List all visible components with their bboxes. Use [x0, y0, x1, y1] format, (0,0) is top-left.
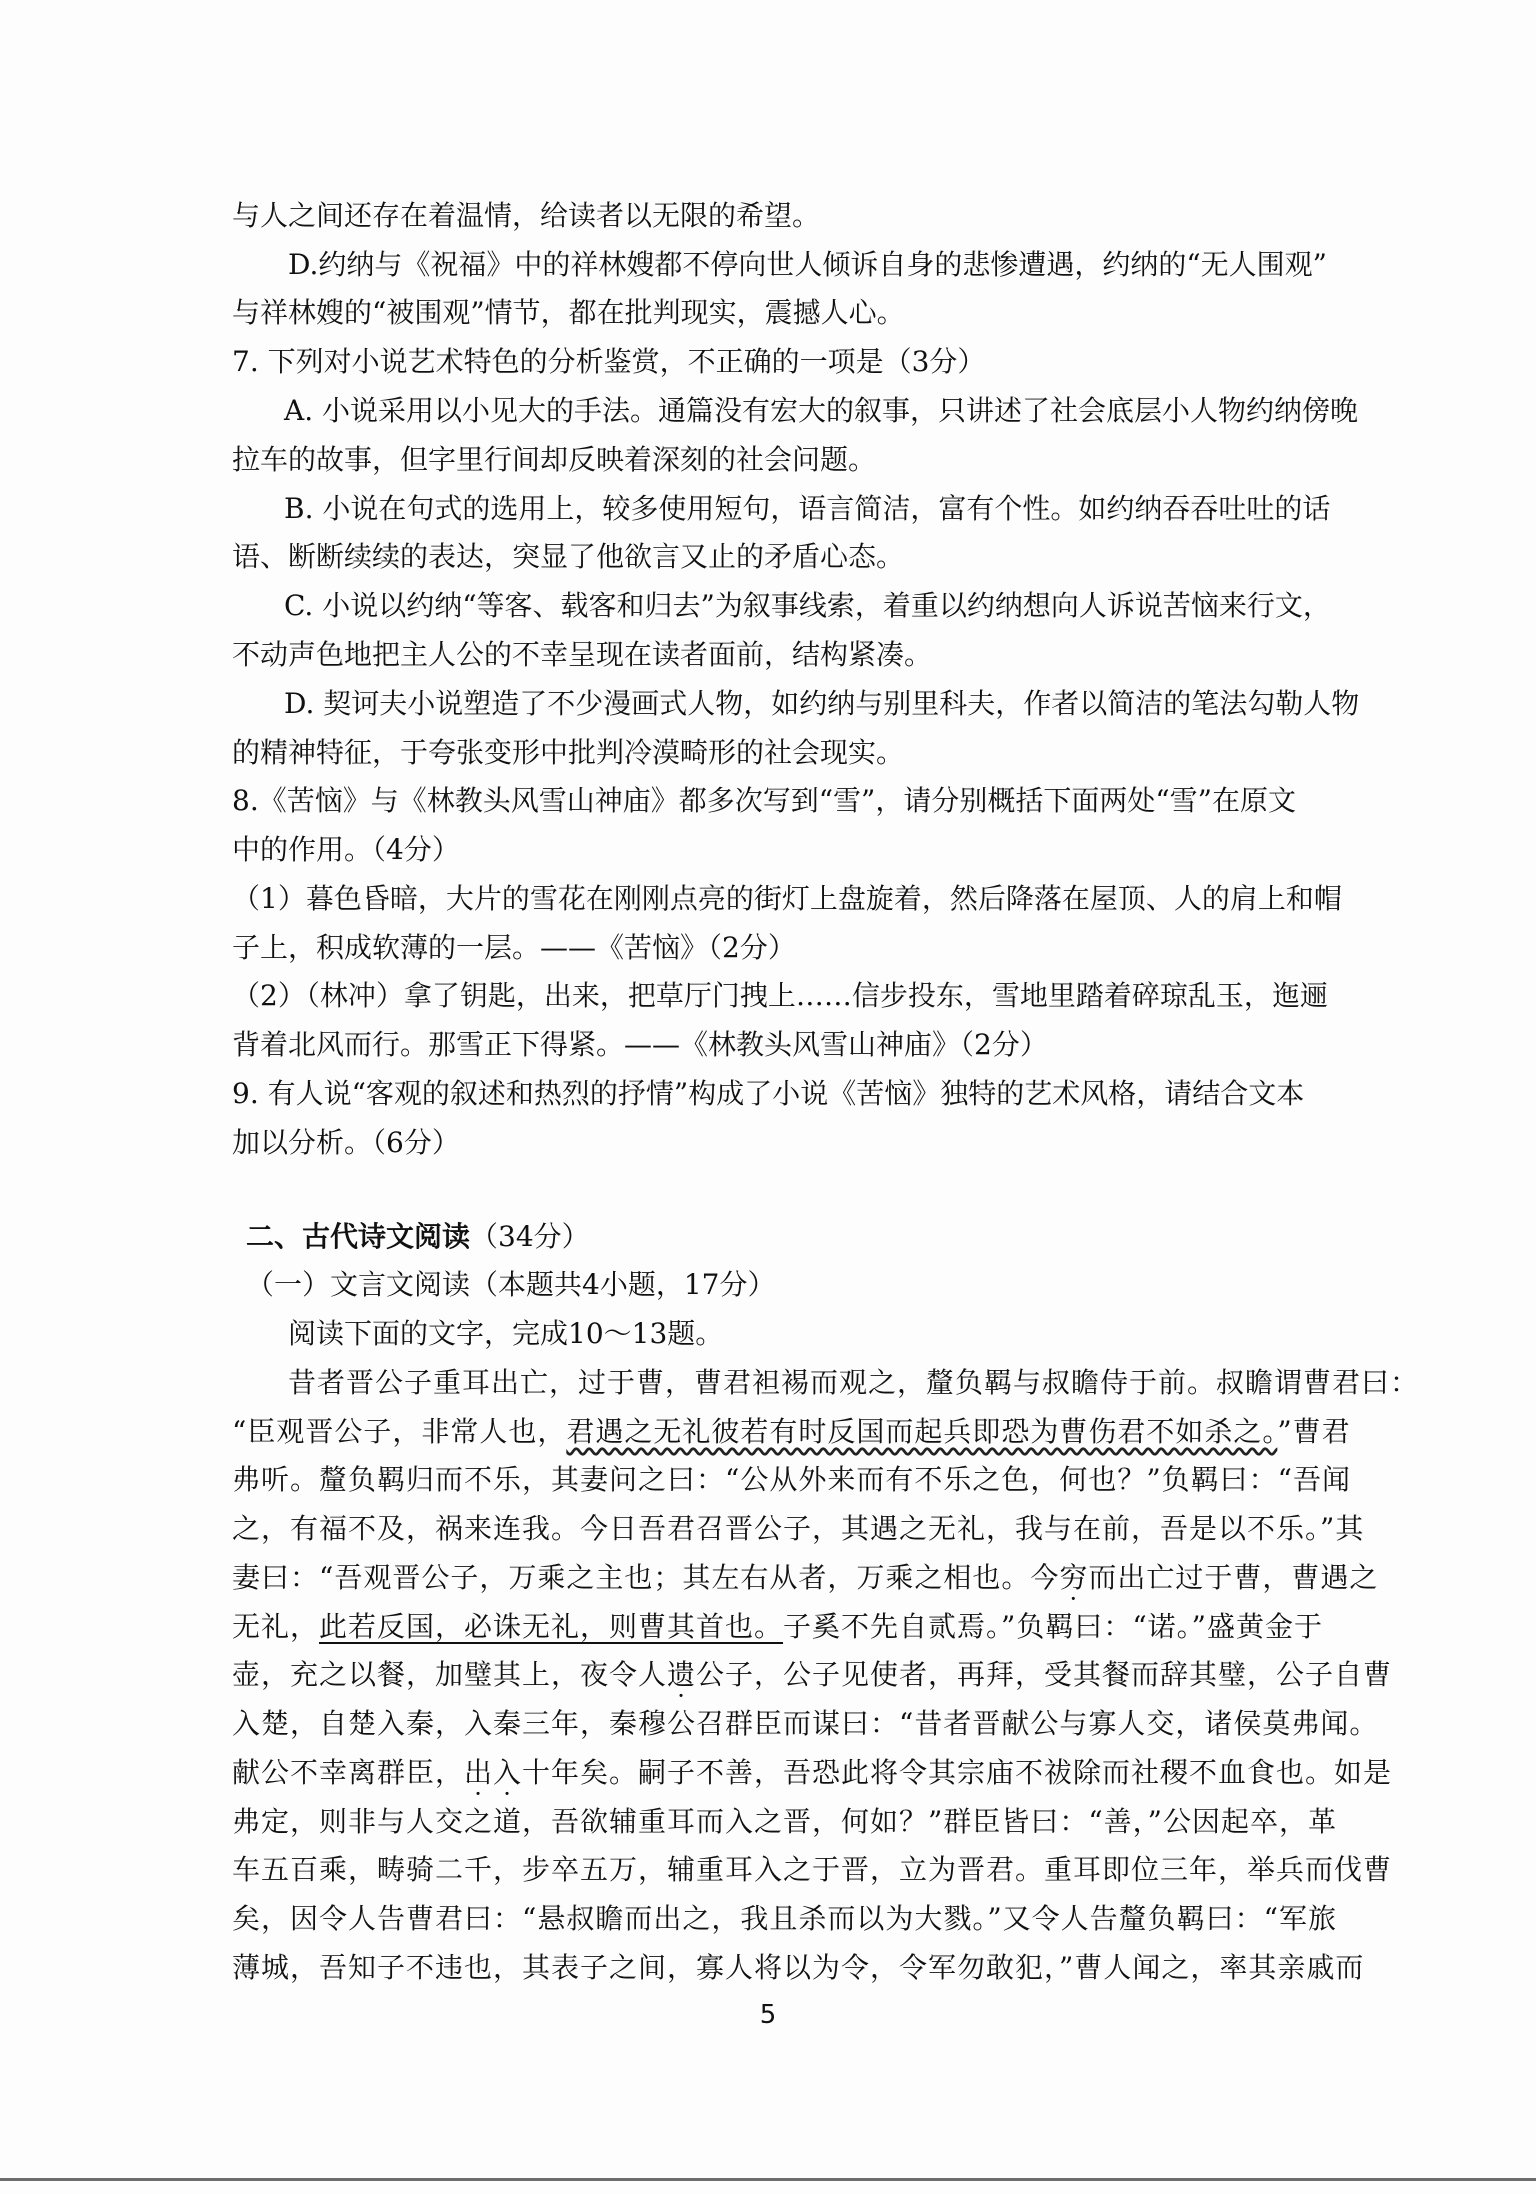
passage-line: 弗定，则非与人交之道，吾欲辅重耳而入之晋，何如？”群臣皆曰：“善，”公因起卒，革 [232, 1805, 1337, 1838]
section-title: 二、古代诗文阅读 [246, 1220, 471, 1253]
passage-text: “臣观晋公子，非常人也， [232, 1415, 567, 1448]
text-line: 的精神特征，于夸张变形中批判冷漠畸形的社会现实。 [232, 736, 905, 769]
option-a-line: A. 小说采用以小见大的手法。通篇没有宏大的叙事，只讲述了社会底层小人物约纳傍晚 [284, 394, 1359, 427]
section-score: （34分） [470, 1220, 590, 1253]
question-9: 9. 有人说“客观的叙述和热烈的抒情”构成了小说《苦恼》独特的艺术风格，请结合文本 [232, 1077, 1305, 1110]
passage-line: 薄城，吾知子不违也，其表子之间，寡人将以为令，令军勿敢犯，”曹人闻之，率其亲戚而 [232, 1951, 1365, 1984]
passage-line [232, 1607, 1322, 1647]
section-heading [246, 1217, 1336, 1257]
passage-text: 公子，公子见使者，再拜，受其餐而辞其璧，公子自曹 [696, 1658, 1393, 1691]
passage-text: 妻曰：“吾观晋公子，万乘之主也；其左右从者，万乘之相也。今 [232, 1561, 1060, 1594]
text-line: 与人之间还存在着温情，给读者以无限的希望。 [232, 199, 821, 232]
text-line: 与祥林嫂的“被围观”情节，都在批判现实，震撼人心。 [232, 296, 905, 329]
passage-text: 壶，充之以餐，加璧其上，夜令人 [232, 1658, 668, 1691]
quote-1-line: （1）暮色昏暗，大片的雪花在刚刚点亮的街灯上盘旋着，然后降落在屋顶、人的肩上和帽 [232, 882, 1342, 915]
passage-line [232, 1655, 1393, 1695]
dotted-word: 穷 [1059, 1561, 1089, 1594]
passage-line [232, 1753, 1393, 1793]
dotted-word: 入 [493, 1756, 523, 1789]
passage-text: ”曹君 [1277, 1415, 1351, 1448]
subsection-heading: （一）文言文阅读（本题共4小题，17分） [246, 1268, 776, 1301]
text-line: 拉车的故事，但字里行间却反映着深刻的社会问题。 [232, 443, 877, 476]
text-line: 语、断断续续的表达，突显了他欲言又止的矛盾心态。 [232, 540, 905, 573]
option-b-line: B. 小说在句式的选用上，较多使用短句，语言简洁，富有个性。如约纳吞吞吐吐的话 [284, 492, 1331, 525]
option-d-line: D.约纳与《祝福》中的祥林嫂都不停向世人倾诉自身的悲惨遭遇，约纳的“无人围观” [288, 248, 1327, 281]
passage-line: 车五百乘，畴骑二千，步卒五万，辅重耳入之于晋，立为晋君。重耳即位三年，举兵而伐曹 [232, 1853, 1393, 1886]
underlined-sentence: 此若反国，必诛无礼，则曹其首也。 [319, 1610, 784, 1643]
dotted-word: 出 [464, 1756, 494, 1789]
text-line: 中的作用。（4分） [232, 833, 460, 866]
bottom-divider [0, 2178, 1536, 2181]
dotted-word: 遗 [667, 1658, 697, 1691]
passage-line [232, 1558, 1379, 1598]
option-c-line: C. 小说以约纳“等客、载客和归去”为叙事线索，着重以约纳想向人诉说苦恼来行文， [284, 589, 1331, 622]
passage-text: 而出亡过于曹，曹遇之 [1088, 1561, 1379, 1594]
passage-line: 弗听。釐负羁归而不乐，其妻问之曰：“公从外来而有不乐之色，何也？”负羁曰：“吾闻 [232, 1463, 1351, 1496]
passage-line: 之，有福不及，祸来连我。今日吾君召晋公子，其遇之无礼，我与在前，吾是以不乐。”其 [232, 1512, 1365, 1545]
question-8: 8.《苦恼》与《林教头风雪山神庙》都多次写到“雪”，请分别概括下面两处“雪”在原文 [232, 784, 1296, 817]
passage-line: 入楚，自楚入秦，入秦三年，秦穆公召群臣而谋曰：“昔者晋献公与寡人交，诸侯莫弗闻。 [232, 1707, 1379, 1740]
passage-line: 昔者晋公子重耳出亡，过于曹，曹君袒裼而观之，釐负羁与叔瞻侍于前。叔瞻谓曹君曰： [288, 1366, 1420, 1399]
text-line: 加以分析。（6分） [232, 1126, 460, 1159]
passage-text: 献公不幸离群臣， [232, 1756, 465, 1789]
passage-text: 无礼， [232, 1610, 320, 1643]
wavy-underlined-sentence: 君遇之无礼彼若有时反国而起兵即恐为曹伤君不如杀之。 [566, 1415, 1278, 1448]
text-line: 背着北风而行。那雪正下得紧。——《林教头风雪山神庙》（2分） [232, 1028, 1048, 1061]
passage-line: 矣，因令人告曹君曰：“悬叔瞻而出之，我且杀而以为大戮。”又令人告釐负羁曰：“军旅 [232, 1902, 1337, 1935]
instruction: 阅读下面的文字，完成10～13题。 [288, 1317, 724, 1350]
text-line: 不动声色地把主人公的不幸呈现在读者面前，结构紧凑。 [232, 638, 933, 671]
passage-text: 十年矣。嗣子不善，吾恐此将令其宗庙不祓除而社稷不血食也。如是 [522, 1756, 1393, 1789]
passage-line [232, 1412, 1351, 1452]
question-7: 7. 下列对小说艺术特色的分析鉴赏，不正确的一项是（3分） [232, 345, 986, 378]
quote-2-line: （2）（林冲）拿了钥匙，出来，把草厅门拽上……信步投东，雪地里踏着碎琼乱玉，迤逦 [232, 979, 1328, 1012]
passage-text: 子奚不先自贰焉。”负羁曰：“诺。”盛黄金于 [783, 1610, 1323, 1643]
option-d-line: D. 契诃夫小说塑造了不少漫画式人物，如约纳与别里科夫，作者以简洁的笔法勾勒人物 [284, 687, 1360, 720]
text-line: 子上，积成软薄的一层。——《苦恼》（2分） [232, 931, 796, 964]
page-number: 5 [759, 2000, 777, 2030]
